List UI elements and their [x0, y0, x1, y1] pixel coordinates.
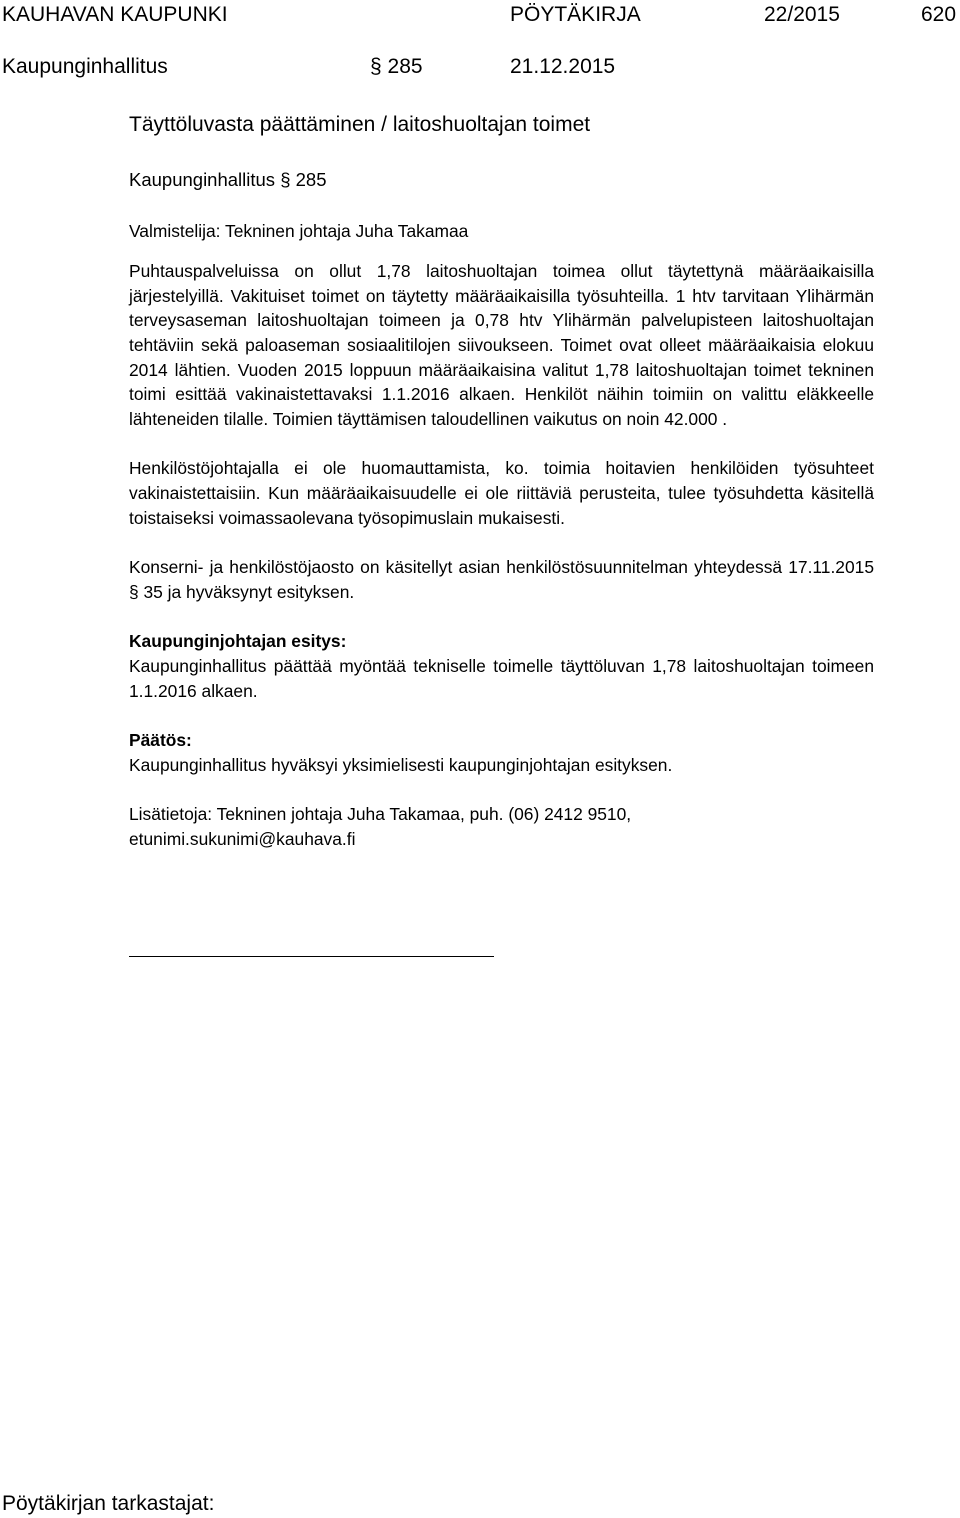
proposal-section: [129, 629, 874, 703]
header-doc-number: 22/2015: [764, 3, 840, 26]
contact-line-1: Lisätietoja: Tekninen johtaja Juha Takamaa, puh. (06) 2412 9510,: [129, 804, 632, 825]
paragraph-3: Konserni- ja henkilöstöjaosto on käsitellyt asian henkilöstösuunnitelman yhteydessä 17.11.2015 § 35 ja hyväksynyt esityksen.: [129, 557, 874, 602]
signature-rule: [129, 956, 494, 957]
preparer-line: Valmistelija: Tekninen johtaja Juha Takamaa: [129, 220, 469, 241]
header-page-number: 620: [921, 3, 957, 26]
header-section: § 285: [370, 55, 423, 78]
decision-text: Kaupunginhallitus hyväksyi yksimielisesti kaupunginjohtajan esityksen.: [129, 754, 673, 775]
header-city: KAUHAVAN KAUPUNKI: [2, 3, 228, 26]
page-title: Täyttöluvasta päättäminen / laitoshuoltajan toimet: [129, 113, 591, 136]
subheading: Kaupunginhallitus § 285: [129, 169, 327, 190]
paragraph-2: Henkilöstöjohtajalla ei ole huomauttamista, ko. toimia hoitavien henkilöiden työsuhteet vakinaistettaisiin. Kun määräaikaisuudelle ei ole riittäviä perusteita, tulee työsuhdetta käsitellä toistaiseksi voimassaolevana työsopimuslain mukaisesti.: [129, 458, 874, 528]
contact-section: [129, 802, 874, 851]
footer-label: Pöytäkirjan tarkastajat:: [2, 1492, 215, 1515]
contact-email: etunimi.sukunimi@kauhava.fi: [129, 828, 356, 849]
decision-label: Päätös:: [129, 730, 192, 751]
paragraph-1: Puhtauspalveluissa on ollut 1,78 laitoshuoltajan toimea ollut täytettynä määräaikaisilla järjestelyillä. Vakituiset toimet on täytetty määräaikaisilla työsuhteilla. 1 htv tarvitaan Ylihärmän terveysaseman laitoshuoltajan toimeen ja 0,78 htv Ylihärmän palvelupisteen laitoshuoltajan tehtäviin sekä paloaseman sosiaalitilojen siivoukseen. Toimet ovat olleet määräaikaisia elokuu 2014 lähtien. Vuoden 2015 loppuun määräaikaisina valitut 1,78 laitoshuoltajan toimet tekninen toimi esittää vakinaistettavaksi 1.1.2016 alkaen. Henkilöt näihin toimiin on valittu eläkkeelle lähteneiden tilalle. Toimien täyttämisen taloudellinen vaikutus on noin 42.000 .: [129, 261, 874, 429]
proposal-label: Kaupunginjohtajan esitys:: [129, 631, 347, 652]
decision-section: [129, 728, 874, 777]
header-doc-type: PÖYTÄKIRJA: [510, 3, 641, 26]
header-body: Kaupunginhallitus: [2, 55, 168, 78]
header-date: 21.12.2015: [510, 55, 616, 78]
proposal-text: Kaupunginhallitus päättää myöntää tekniselle toimelle täyttöluvan 1,78 laitoshuoltajan toimeen 1.1.2016 alkaen.: [129, 655, 874, 701]
document-body: [129, 168, 874, 851]
